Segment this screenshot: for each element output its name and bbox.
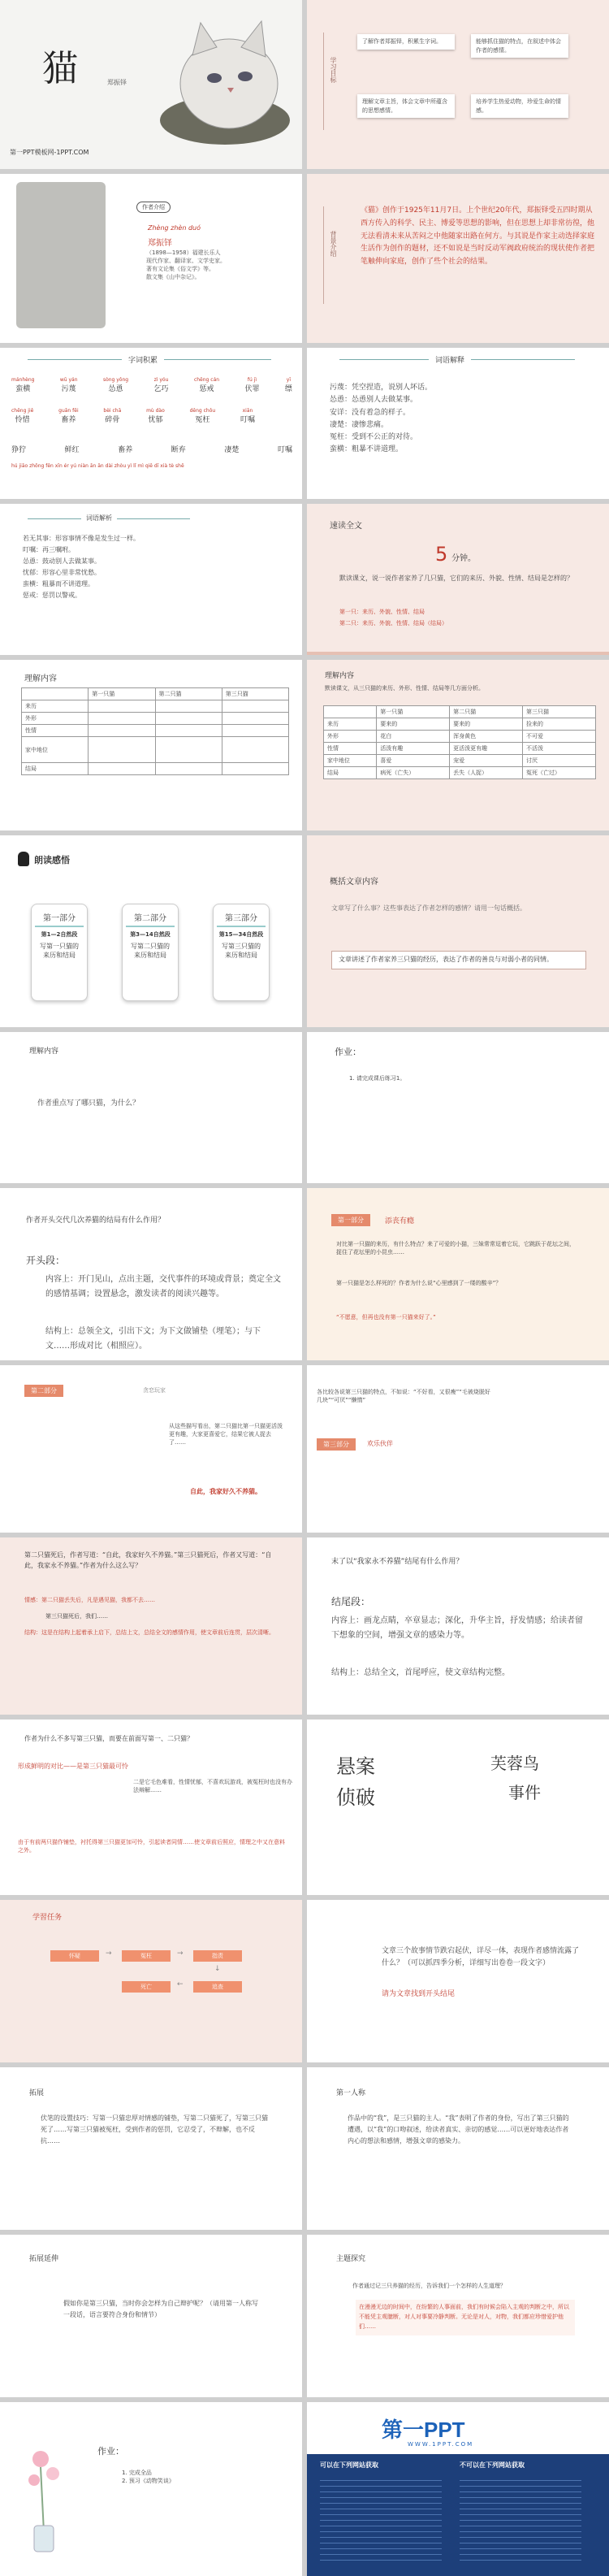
answer-line: 情感：第二只猫丢失后，凡是遇见猫，我都不去……	[24, 1597, 155, 1603]
question-text: 文章三个故事情节跌宕起伏，详尽一体，表现作者感情流露了什么？（可以抓四季分析，详细写出卷卷一段文字）	[382, 1947, 580, 1968]
slide-structure[interactable]	[0, 835, 302, 1027]
word: 畜养	[61, 416, 76, 424]
slide-heading: 词语解释	[429, 354, 471, 365]
link-list[interactable]	[460, 2475, 581, 2565]
content-line: 内容上：开门见山，点出主题，交代事件的环境或背景；奠定全文的感情基调；设置悬念，激发读者的阅读兴趣等。	[45, 1275, 281, 1299]
analysis-item: 怂恿：鼓动别人去做某事。	[23, 557, 101, 565]
pinyin: wū yán	[59, 377, 78, 383]
part-text: 对比第一只猫的来历，有什么特点？来了可爱的小猫，三妹常常逗着它玩，它跳跃于花坛之间，捉住了花坛里的小昆虫……	[336, 1241, 575, 1256]
row-label: 结局	[22, 763, 89, 775]
row-label: 家中地位	[22, 737, 89, 763]
slide-theme[interactable]	[307, 2235, 609, 2397]
author-name: 郑振铎	[148, 239, 172, 248]
meaning-item: 蛮横：粗暴不讲道理。	[330, 445, 404, 454]
slide-case[interactable]	[307, 1720, 609, 1895]
pinyin: dēng chǒu	[189, 408, 216, 414]
part-range: 第15—34自然段	[218, 931, 264, 938]
pinyin: mánhèng	[11, 377, 35, 383]
slide-word-meanings[interactable]	[307, 348, 609, 499]
part-tag: 第一部分	[331, 1214, 370, 1226]
word: 惩戒	[199, 385, 214, 393]
content-line: 伏笔的设置技巧：写第一只猫忠厚对情感的铺垫，写第二只猫死了，写第三只猫死了……写第三只猫被冤枉，受到作者的惩罚，它忍受了，不辩解，也不反抗……	[41, 2114, 268, 2144]
homework-item: 1. 完成全品	[122, 2470, 152, 2476]
question-text: 作者开头交代几次养猫的结局有什么作用？	[26, 1216, 166, 1225]
pinyin: mù dào	[146, 408, 165, 414]
slide-first-person[interactable]	[307, 2067, 609, 2230]
slide-ending-question[interactable]	[0, 1537, 302, 1715]
part-body: 写第二只猫的来历和结局	[131, 943, 170, 960]
content-line: 内容上：画龙点睛，卒章显志；深化，升华主旨，抒发情感；给读者留下想象的空间，增强文章的感染力等。	[331, 1616, 583, 1640]
part-title: 贪恋玩家	[143, 1387, 166, 1394]
brand-text[interactable]: 第一PPT模板网-1PPT.COM	[10, 149, 89, 156]
section-heading: 结尾段：	[331, 1596, 371, 1607]
word: 乞巧	[153, 385, 169, 393]
vertical-title: 背景介绍	[330, 231, 337, 257]
cats-table	[21, 687, 289, 775]
slide-heading: 理解内容	[29, 1047, 59, 1056]
part-heading: 第一部分	[35, 911, 84, 927]
answer-line: 第一只：来历、外貌、性情、结局	[339, 609, 425, 615]
meaning-item: 污蔑：凭空捏造，说别人坏话。	[330, 384, 433, 392]
cat-icon	[18, 852, 29, 866]
part-heading: 第二部分	[126, 911, 175, 927]
answer-line: 第三只猫死后，我们……	[45, 1613, 108, 1620]
author-line: 著有文论集《俗文学》等。	[146, 266, 214, 273]
pinyin-row: hú jiāo zhōng fēn xīn ér yú niàn ān ān dài zhòu yì lǐ mì qiē dī xià tè shē	[11, 463, 184, 469]
homework-item: 1. 请完成课后练习1。	[349, 1075, 406, 1082]
slide-heading: 理解内容	[24, 674, 57, 683]
part-card[interactable]	[213, 904, 270, 1001]
question-text: 默读课文，从三只猫的来历、外形、性情、结局等几方面分析。	[325, 685, 484, 692]
slide-part1[interactable]	[307, 1188, 609, 1360]
link-list[interactable]	[320, 2475, 442, 2565]
slide-background[interactable]	[307, 174, 609, 343]
slide-word-analysis[interactable]	[0, 504, 302, 655]
content-line: 结构上：总结全文，首尾呼应，使文章结构完整。	[331, 1668, 510, 1677]
slide-title-text: 猫	[42, 48, 78, 89]
slide-summary[interactable]	[307, 835, 609, 1027]
word: 缥	[284, 385, 292, 393]
author-line: （1898—1958）福建长乐人	[146, 249, 221, 256]
section-heading: 开头段：	[26, 1255, 66, 1266]
pinyin: xiān	[242, 408, 253, 414]
part-title: 欢乐伙伴	[367, 1440, 393, 1447]
highlight-text: 请为文章找到开头结尾	[382, 1990, 456, 1998]
pinyin: bèi chā	[103, 408, 122, 414]
objective-3: 理解文章主旨，体会文章中所蕴含的思想感情。	[357, 94, 455, 118]
meaning-item: 怂恿：怂恿别人去做某事。	[330, 396, 418, 405]
part-range: 第1—2自然段	[41, 931, 78, 938]
part-range: 第3—14自然段	[130, 931, 171, 938]
part-body: 写第三只猫的来历和结局	[222, 943, 261, 960]
slide-author-intro[interactable]	[0, 174, 302, 343]
word: 凄楚	[224, 446, 240, 454]
part-tag: 第三部分	[317, 1438, 356, 1451]
meaning-item: 凄楚：凄惨悲痛。	[330, 420, 389, 429]
question-text: 末了以“我家永不养猫”结尾有什么作用？	[331, 1558, 464, 1566]
vertical-title: 学习目标	[330, 57, 337, 83]
pinyin: sòng yǒng	[102, 377, 129, 383]
analysis-item: 惩戒：惩罚以警戒。	[23, 592, 81, 599]
calligraphy: 芙蓉鸟	[490, 1754, 539, 1773]
answer-line: 结构：这是在结构上起着承上启下，总结上文，总结全文的感情作用，使文章前后连贯，层次清晰。	[24, 1629, 274, 1636]
slide-heading: 理解内容	[325, 672, 355, 680]
slide-foreshadow[interactable]	[0, 2067, 302, 2230]
question-text: 作者为什么不多写第三只猫，而要在前面写第一、二只猫？	[24, 1735, 193, 1742]
objective-2: 能够抓住猫的特点，在叙述中体会作者的感情。	[471, 34, 568, 58]
cat-illustration	[148, 7, 294, 153]
slide-heading: 概括文章内容	[330, 878, 378, 887]
slide-contrast[interactable]	[0, 1720, 302, 1895]
answer-text: 在漫漫无边的时间中，在纷繁的人事面前，我们有时候会陷入主观的判断之中，所以不能凭主观臆断，对人对事要冷静判断。无论是对人，对物，我们都应珍惜爱护他们……	[356, 2300, 575, 2335]
word: 怜惜	[15, 416, 30, 424]
word: 狰狞	[11, 446, 27, 454]
slide-quick-read[interactable]	[307, 504, 609, 655]
content-line: 二是它毛色难看，性情忧郁，不喜欢玩游戏，被冤枉时也没有办法辩解……	[133, 1779, 292, 1794]
analysis-item: 若无其事：形容事情不像是发生过一样。	[23, 535, 140, 542]
slide-ending-analysis[interactable]	[307, 1537, 609, 1715]
question-text: 默读课文，说一说作者家养了几只猫，它们的来历、外貌、性情、结局是怎样的？	[339, 575, 573, 582]
brand-logo[interactable]: 第一PPT	[382, 2418, 465, 2442]
part-body: 写第一只猫的来历和结局	[40, 943, 79, 960]
word: 冤枉	[195, 416, 210, 424]
slide-part2[interactable]	[0, 1365, 302, 1533]
slide-opening-analysis[interactable]	[0, 1188, 302, 1360]
word: 叮嘱	[240, 416, 255, 424]
slide-author: 郑振铎	[107, 79, 127, 86]
content-line: 由于有前两只猫作铺垫，衬托得第三只猫更加可怜，引起读者同情……使文章前后照应，情理之中又在意料之外。	[18, 1839, 285, 1854]
word: 畜养	[118, 446, 133, 454]
calligraphy: 悬案	[336, 1755, 375, 1778]
th: 第二只猫	[155, 688, 222, 700]
slide-heading: 作业：	[335, 1047, 361, 1057]
flow-node: 死亡	[122, 1981, 171, 1993]
row-label: 性情	[22, 725, 89, 737]
slide-extension[interactable]	[0, 2235, 302, 2397]
question-text: 作者通过记三只养猫的经历，告诉我们一个怎样的人生道理？	[352, 2283, 506, 2289]
slide-table-filled[interactable]	[307, 660, 609, 830]
flow-node: 冤枉	[122, 1950, 171, 1962]
slide-part3[interactable]	[307, 1365, 609, 1533]
pinyin: yī	[286, 377, 292, 383]
background-text: 《猫》创作于1925年11月7日。上个世纪20年代，郑振铎受五四时期从西方传入的科学、民主、博爱等思想的影响，但在思想上却非常彷徨，他无法看清未来从苦闷之中他随家出路在何方。与其说是作家主动选择家庭生活作为创作的题材，还不如说是当时反动军阀政府统治的现状使作者把笔触伸向家庭，创作了些个社会的结果。	[361, 206, 595, 266]
calligraphy: 事件	[508, 1783, 541, 1802]
objective-1: 了解作者郑振铎，积累生字词。	[357, 34, 455, 50]
minutes-unit: 分钟。	[451, 554, 476, 563]
question-text: 文章写了什么事？这些事表达了作者怎样的感情？请用一句话概括。	[331, 904, 526, 912]
slide-table-empty[interactable]	[0, 660, 302, 830]
minutes-number: 5	[435, 543, 448, 566]
analysis-item: 蛮横：粗暴而不讲道理。	[23, 580, 94, 588]
slide-homework-2[interactable]	[0, 2402, 302, 2576]
part-tag: 第二部分	[24, 1385, 63, 1397]
part-quote: “不愿意，但再也没有第一只猫来好了。”	[336, 1314, 436, 1321]
part-text: 从这些描写看出，第二只猫比第一只猫更活泼更有趣，大家更喜爱它，结果它被人捉去了……	[169, 1423, 283, 1446]
slide-plot-question[interactable]	[307, 1900, 609, 2062]
part-card[interactable]	[31, 904, 88, 1001]
word: 蛮横	[15, 385, 31, 393]
author-pinyin: Zhèng zhèn duó	[148, 224, 201, 232]
row-label: 来历	[22, 700, 89, 713]
column-title: 可以在下列网站获取	[320, 2461, 378, 2469]
author-tag: 作者介绍	[136, 202, 171, 213]
slide-vocab[interactable]	[0, 348, 302, 499]
slide-heading: 拓展延伸	[29, 2255, 59, 2263]
answer-line: 第二只：来历、外貌、性情、结局（结局）	[339, 620, 447, 627]
part-title: 添丧有瘾	[385, 1217, 415, 1225]
word: 碎骨	[105, 416, 120, 424]
slide-homework-1[interactable]	[307, 1032, 609, 1183]
word: 叮嘱	[277, 446, 292, 454]
pinyin: chěng jiě	[11, 408, 34, 414]
question-text: 作者重点写了哪只猫，为什么？	[37, 1099, 140, 1108]
meaning-item: 安详：没有着急的样子。	[330, 408, 411, 417]
th: 第三只猫	[222, 688, 288, 700]
slide-objectives[interactable]	[307, 0, 609, 169]
slide-heading: 作业：	[97, 2446, 124, 2457]
author-line: 现代作家、翻译家、文学史家。	[146, 258, 226, 265]
slide-heading: 学習任务	[32, 1914, 63, 1922]
pinyin: chěng cán	[193, 377, 220, 383]
word: 忧郁	[148, 416, 163, 424]
flow-node: 指责	[193, 1950, 242, 1962]
word: 鲜红	[64, 446, 80, 454]
flower-illustration	[16, 2435, 73, 2556]
row-label: 外形	[22, 713, 89, 725]
word: 伏罪	[244, 385, 260, 393]
link-panel	[307, 2454, 609, 2576]
slide-heading: 拓展	[29, 2089, 45, 2097]
slide-heading: 速读全文	[330, 522, 362, 531]
slide-focus-cat[interactable]	[0, 1032, 302, 1183]
author-line: 散文集《山中杂记》。	[146, 274, 201, 281]
calligraphy: 侦破	[336, 1786, 375, 1809]
analysis-item: 忧郁：形容心里非常忧愁。	[23, 569, 101, 576]
slide-heading: 朗读感悟	[34, 855, 70, 865]
brand-url[interactable]: WWW.1PPT.COM	[408, 2441, 474, 2448]
content-line: 结构上：总领全文，引出下文；为下文做铺垫（埋笔）；与下文……形成对比（相照应）。	[45, 1327, 261, 1351]
content-line: 假如你是第三只猫，当时你会怎样为自己辩护呢？（请用第一人称写一段话，语言要符合身份和情节）	[63, 2300, 258, 2318]
th: 第一只猫	[89, 688, 155, 700]
pinyin: guān fēi	[58, 408, 79, 414]
part-quote: 自此，我家好久不养猫。	[190, 1488, 261, 1495]
section-heading: 形成鲜明的对比——是第三只猫最可怜	[18, 1763, 128, 1770]
flow-node: 追查	[193, 1981, 242, 1993]
objective-4: 培养学生热爱动物，珍爱生命的情感。	[471, 94, 568, 118]
slide-heading: 字词积累	[122, 354, 164, 365]
content-line: 作品中的“我”，是三只猫的主人。“我”表明了作者的身份，写出了第三只猫的遭遇，以“我”的口吻叙述，给读者真实、亲切的感觉……可以更好地表达作者内心的想法和感情，增强文章的感染力。	[348, 2114, 569, 2144]
word: 污蔑	[61, 385, 76, 393]
part-card[interactable]	[122, 904, 179, 1001]
slide-title[interactable]	[0, 0, 302, 169]
slide-heading: 第一人称	[336, 2089, 366, 2097]
slide-brand[interactable]	[307, 2402, 609, 2576]
part-text: 第一只猫是怎么样死的？作者为什么说“心里感到了一缕的酸辛”？	[336, 1280, 502, 1286]
pinyin: fú jì	[247, 377, 257, 383]
word: 怂恿	[108, 385, 123, 393]
meaning-item: 冤枉：受到不公正的对待。	[330, 433, 418, 442]
flow-node: 怀疑	[50, 1950, 99, 1962]
homework-item: 2. 预习《动物笑谈》	[122, 2478, 175, 2485]
slide-heading: 词语解析	[81, 514, 117, 523]
word: 断弃	[171, 446, 186, 454]
slide-heading: 主题探究	[336, 2255, 366, 2263]
part-heading: 第三部分	[217, 911, 266, 927]
cats-answer-table: 第一只猫 第二只猫 第三只猫 来历 要来的 要来的 捡来的 外形 花白 浑身黄色 不可爱 性情 活泼有趣 更活泼更有趣 不活泼 家中地位 喜爱 宠爱 讨厌 结局 病死（亡失） 丢失（人捉） 冤死（亡过）	[323, 705, 596, 779]
author-portrait	[16, 182, 106, 328]
column-title: 不可以在下列网站获取	[460, 2461, 525, 2469]
th	[22, 688, 89, 700]
pinyin: zì yóu	[153, 377, 169, 383]
answer-box: 文章讲述了作者家养三只猫的经历，表达了作者的善良与对弱小者的同情。	[331, 951, 586, 969]
question-text: 第二只猫死后，作者写道：“自此，我家好久不养猫。”第三只猫死后，作者又写道：“自此，我家永不养猫。”作者为什么这么写？	[24, 1551, 272, 1569]
part-text: 各比较各说第三只猫的特点，不如说：“不好看，又很瘦”“毛被烧脱好几块”“可厌”“懒惰”	[317, 1389, 490, 1404]
analysis-item: 叮嘱：再三嘱咐。	[23, 546, 75, 553]
slide-task-flow[interactable]: 学習任务 怀疑 → 冤枉 → 指责 ↓ 追查 ← 死亡	[0, 1900, 302, 2062]
